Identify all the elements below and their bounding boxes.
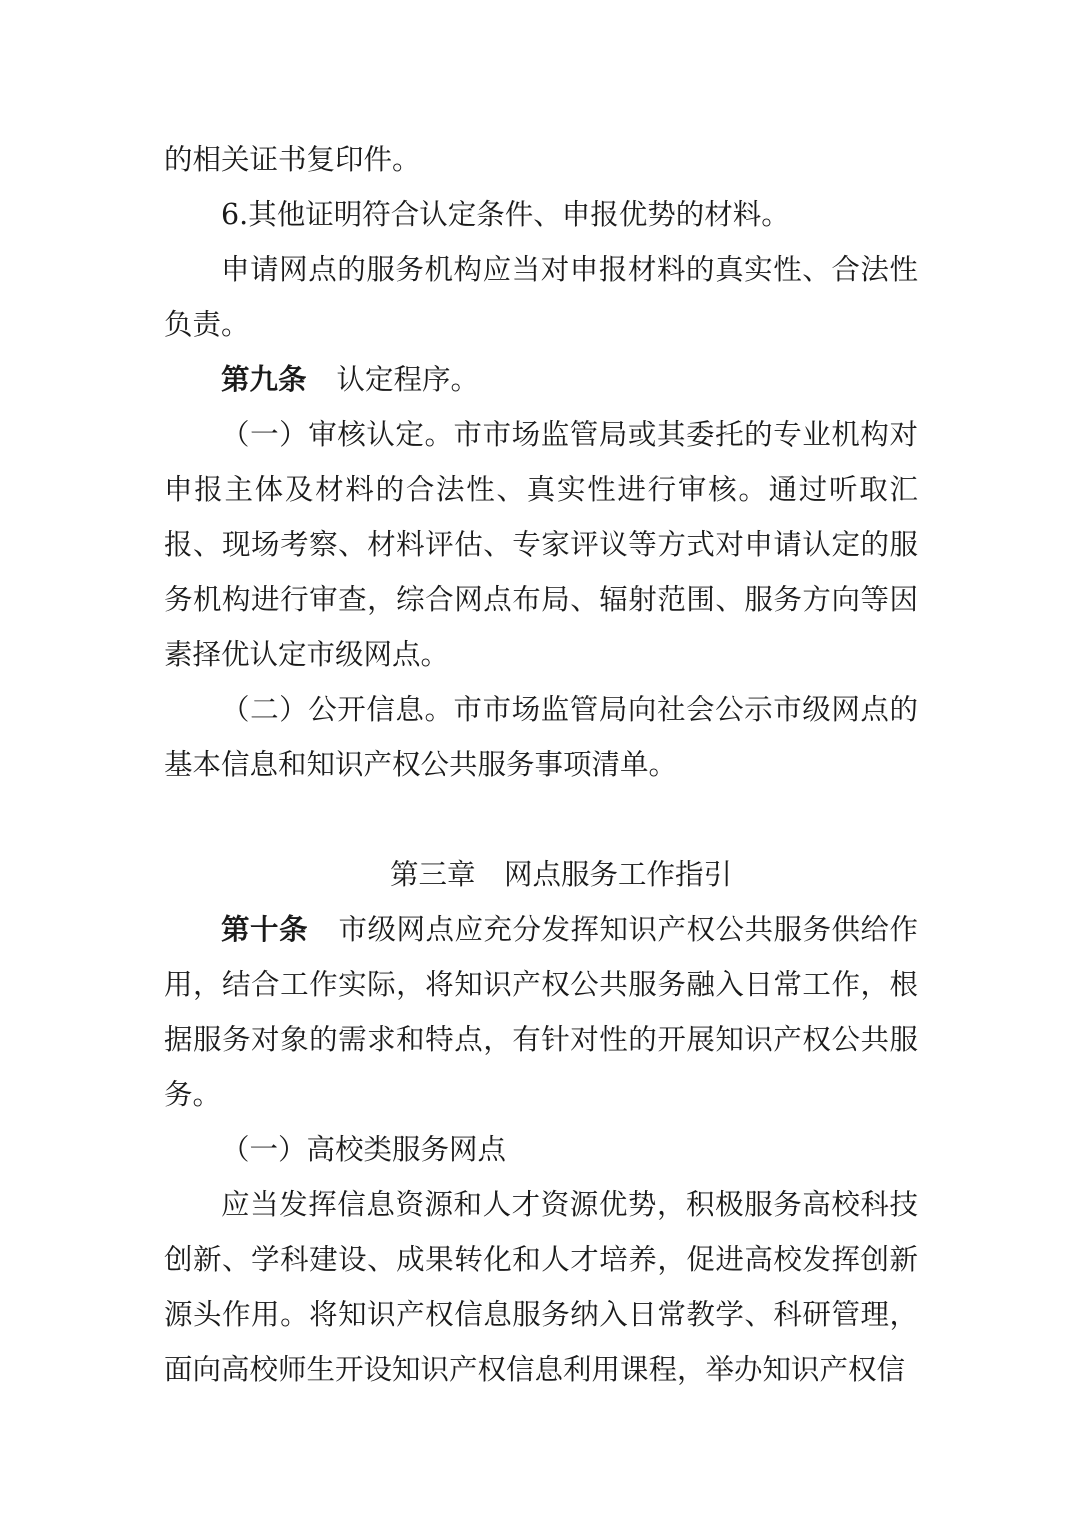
paragraph-responsibility: 申请网点的服务机构应当对申报材料的真实性、合法性负责。 bbox=[164, 253, 918, 341]
paragraph-item-6 bbox=[164, 187, 918, 242]
paragraph-university-duties: 应当发挥信息资源和人才资源优势，积极服务高校科技创新、学科建设、成果转化和人才培养，促进高校发挥创新源头作用。将知识产权信息服务纳入日常教学、科研管理，面向高校师生开设知识产权信息利用课程，举办知识产权信 bbox=[164, 1188, 918, 1386]
document-body bbox=[164, 132, 918, 1397]
paragraph-university-outlets: （一）高校类服务网点 bbox=[221, 1133, 507, 1166]
section-spacer bbox=[164, 792, 918, 847]
article-10-label: 第十条 bbox=[221, 913, 308, 946]
paragraph-certificate-copies: 的相关证书复印件。 bbox=[164, 143, 421, 176]
article-9-label: 第九条 bbox=[221, 363, 307, 396]
paragraph-public-info: （二）公开信息。市市场监管局向社会公示市级网点的基本信息和知识产权公共服务事项清单。 bbox=[164, 693, 918, 781]
paragraph-review-recognition: （一）审核认定。市市场监管局或其委托的专业机构对申报主体及材料的合法性、真实性进行审核。通过听取汇报、现场考察、材料评估、专家评议等方式对申请认定的服务机构进行审查，综合网点布局、辐射范围、服务方向等因素择优认定市级网点。 bbox=[164, 418, 918, 671]
item-text: 其他证明符合认定条件、申报优势的材料。 bbox=[248, 198, 790, 231]
chapter-title: 第三章 网点服务工作指引 bbox=[389, 858, 732, 891]
article-9-heading bbox=[164, 352, 918, 407]
article-10-text: 市级网点应充分发挥知识产权公共服务供给作用，结合工作实际，将知识产权公共服务融入日常工作，根据服务对象的需求和特点，有针对性的开展知识产权公共服务。 bbox=[164, 913, 918, 1111]
article-9-text: 认定程序。 bbox=[336, 363, 480, 396]
article-10 bbox=[164, 902, 918, 1122]
item-number: 6. bbox=[221, 198, 249, 231]
